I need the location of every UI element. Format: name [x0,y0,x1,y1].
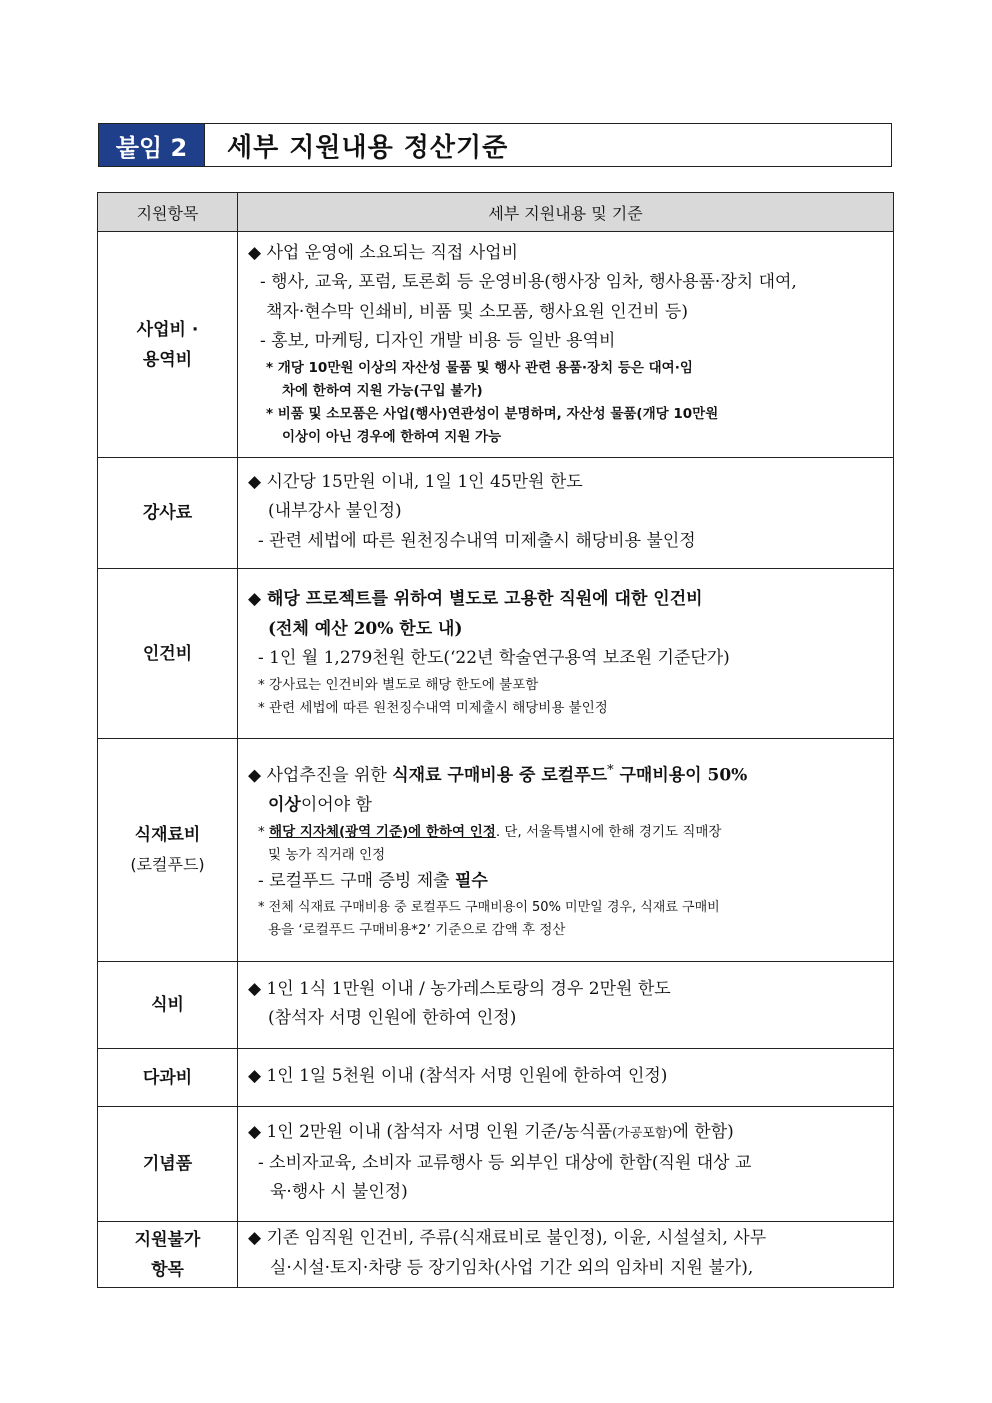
row-content: ◆ 1인 2만원 이내 (참석자 서명 인원 기준/농식품(가공포함)에 한함) - 소비자교육, 소비자 교류행사 등 외부인 대상에 한함(직원 대상 교 육·행사 시 불인정) [238,1107,894,1222]
row-content: ◆ 시간당 15만원 이내, 1일 1인 45만원 한도 (내부강사 불인정) - 관련 세법에 따른 원천징수내역 미제출시 해당비용 불인정 [238,458,894,569]
row-label: 강사료 [98,458,238,569]
table-row [98,458,894,569]
page-title: 세부 지원내용 정산기준 [227,132,509,163]
row-label: 다과비 [98,1049,238,1107]
header-item: 지원항목 [98,193,238,232]
row-content: ◆ 1인 1식 1만원 이내 / 농가레스토랑의 경우 2만원 한도 (참석자 서명 인원에 한하여 인정) [238,962,894,1049]
row-label: 기념품 [98,1107,238,1222]
table-row [98,1107,894,1222]
row-content: ◆ 해당 프로젝트를 위하여 별도로 고용한 직원에 대한 인건비 (전체 예산 20% 한도 내) - 1인 월 1,279천원 한도(‘22년 학술연구용역 보조원 기준단가) * 강사료는 인건비와 별도로 해당 한도에 불포함 * 관련 세법에 따른 원천징수내역 미제출시 해당비용 불인정 [238,569,894,739]
row-label: 식비 [98,962,238,1049]
row-content: ◆ 사업 운영에 소요되는 직접 사업비 - 행사, 교육, 포럼, 토론회 등 운영비용(행사장 임차, 행사용품·장치 대여, 책자·현수막 인쇄비, 비품 및 소모품, 행사요원 인건비 등) - 홍보, 마케팅, 디자인 개발 비용 등 일반 용역비 * 개당 10만원 이상의 자산성 물품 및 행사 관련 용품·장치 등은 대여·임 차에 한하여 지원 가능(구입 불가) * 비품 및 소모품은 사업(행사)연관성이 분명하며, 자산성 물품(개당 10만원 이상이 아닌 경우에 한하여 지원 가능 [238,232,894,458]
row-label: 지원불가 항목 [98,1222,238,1288]
table-row [98,569,894,739]
table-row [98,962,894,1049]
table-row [98,739,894,962]
title-box [98,123,892,167]
row-label: 식재료비 (로컬푸드) [98,739,238,962]
table-row [98,1222,894,1288]
attachment-tag: 붙임 2 [99,124,205,166]
row-content: ◆ 사업추진을 위한 식재료 구매비용 중 로컬푸드* 구매비용이 50% 이상이어야 함 * 해당 지자체(광역 기준)에 한하여 인정. 단, 서울특별시에 한해 경기도 직매장 및 농가 직거래 인정 - 로컬푸드 구매 증빙 제출 필수 * 전체 식재료 구매비용 중 로컬푸드 구매비용이 50% 미만일 경우, 식재료 구매비 용을 ‘로컬푸드 구매비용*2’ 기준으로 감액 후 정산 [238,739,894,962]
table-header-row [98,193,894,232]
table-row [98,1049,894,1107]
row-label: 인건비 [98,569,238,739]
table-row [98,232,894,458]
criteria-table [97,192,894,1288]
row-label: 사업비 · 용역비 [98,232,238,458]
row-content: ◆ 1인 1일 5천원 이내 (참석자 서명 인원에 한하여 인정) [238,1049,894,1107]
row-content: ◆ 기존 임직원 인건비, 주류(식재료비로 불인정), 이윤, 시설설치, 사무 실·시설·토지·차량 등 장기임차(사업 기간 외의 임차비 지원 불가), [238,1222,894,1288]
header-detail: 세부 지원내용 및 기준 [238,193,894,232]
